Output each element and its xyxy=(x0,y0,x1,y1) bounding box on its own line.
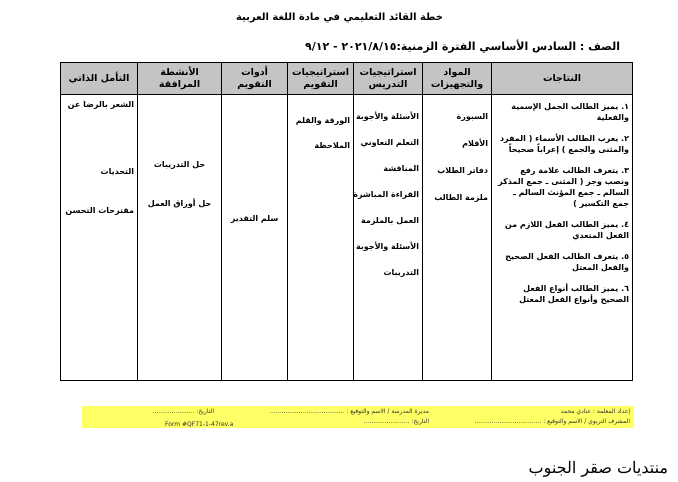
outcome-item: ٣. يتعرف الطالب علامة رفع ونصب وجر ( المثنى ـ جمع المذكر السالم ـ جمع المؤنث السالم ـ جمع التكسير ) xyxy=(498,166,629,208)
forum-watermark: منتديات صقر الجنوب xyxy=(528,458,668,477)
teaching-strategy-item: الأسئلة والأجوبة xyxy=(355,242,419,251)
header-evaluation-tools: أدوات التقويم xyxy=(222,63,288,95)
evaluation-strategies-cell xyxy=(288,95,354,381)
evaluation-strategy-item: الورقة والقلم xyxy=(295,116,350,125)
teaching-strategy-item: الأسئلة والأجوبة xyxy=(355,112,419,121)
outcome-item: ١. يميز الطالب الجمل الإسمية والفعلية xyxy=(511,102,629,122)
header-outcomes: النتاجات xyxy=(492,63,633,95)
outcome-item: ٢. يعرب الطالب الأسماء ( المفرد والمثنى والجمع ) إعراباً صحيحاً xyxy=(499,134,629,154)
header-activities: الأنشطة المرافقة xyxy=(138,63,222,95)
prepared-by-label: إعداد المعلمة : عنادي محمد xyxy=(560,408,630,415)
supervisor-date-field[interactable]: التاريخ: ........................ xyxy=(363,418,429,425)
teaching-strategies-cell xyxy=(354,95,423,381)
material-item: دفاتر الطلاب xyxy=(437,166,488,175)
reflection-cell xyxy=(61,95,138,381)
table-row xyxy=(61,95,633,381)
activity-item: حل أوراق العمل xyxy=(147,199,212,208)
table-header-row xyxy=(61,63,633,95)
reflection-item: التحديات xyxy=(100,167,134,176)
activity-item: حل التدريبات xyxy=(153,160,206,169)
outcome-item: ٤. يميز الطالب الفعل اللازم من الفعل المتعدي xyxy=(504,220,629,240)
evaluation-strategy-item: الملاحظة xyxy=(314,141,350,150)
reflection-item: مقترحات التحسن xyxy=(65,206,134,215)
header-reflection: التأمل الذاتي xyxy=(61,63,138,95)
outcome-item: ٥. يتعرف الطالب الفعل الصحيح والفعل المعتل xyxy=(505,252,629,272)
evaluation-tools-cell xyxy=(222,95,288,381)
page-title: خطة القائد التعليمي في مادة اللغة العربية xyxy=(235,12,443,23)
activities-cell xyxy=(138,95,222,381)
teaching-strategy-item: التدريبات xyxy=(383,268,419,277)
teaching-strategy-item: التعلم التعاوني xyxy=(360,138,419,147)
principal-signature-field[interactable]: مديرة المدرسة / الاسم والتوقيع : ....................................... xyxy=(270,408,429,415)
lesson-plan-table xyxy=(60,62,633,381)
material-item: ملزمة الطالب xyxy=(434,193,488,202)
header-materials: المواد والتجهيزات xyxy=(423,63,492,95)
reflection-item: الشعر بالرضا عن xyxy=(67,100,134,109)
header-teaching-strategies: استراتيجيات التدريس xyxy=(354,63,423,95)
teaching-strategy-item: القراءة المباشرة xyxy=(353,190,419,199)
material-item: الأقلام xyxy=(462,139,488,148)
page-subtitle: الصف : السادس الأساسي الفترة الزمنية:٢٠٢١/٨/١٥ - ٩/١٢ xyxy=(305,40,620,53)
outcome-item: ٦. يميز الطالب أنواع الفعل الصحيح وأنواع الفعل المعتل xyxy=(519,284,629,304)
form-code-label: Form #QF71-1-47rev.a xyxy=(165,421,234,428)
principal-date-field[interactable]: التاريخ: ...................... xyxy=(152,408,214,415)
outcomes-cell xyxy=(492,95,633,381)
teaching-strategy-item: المناقشة xyxy=(383,164,419,173)
material-item: السبورة xyxy=(456,112,488,121)
teaching-strategy-item: العمل بالملزمة xyxy=(361,216,419,225)
header-evaluation-strategies: استراتيجيات التقويم xyxy=(288,63,354,95)
materials-cell xyxy=(423,95,492,381)
evaluation-tool-item: سلم التقدير xyxy=(230,214,279,223)
supervisor-signature-field[interactable]: المشرف التربوي / الاسم والتوقيع : ................................... xyxy=(474,418,630,425)
